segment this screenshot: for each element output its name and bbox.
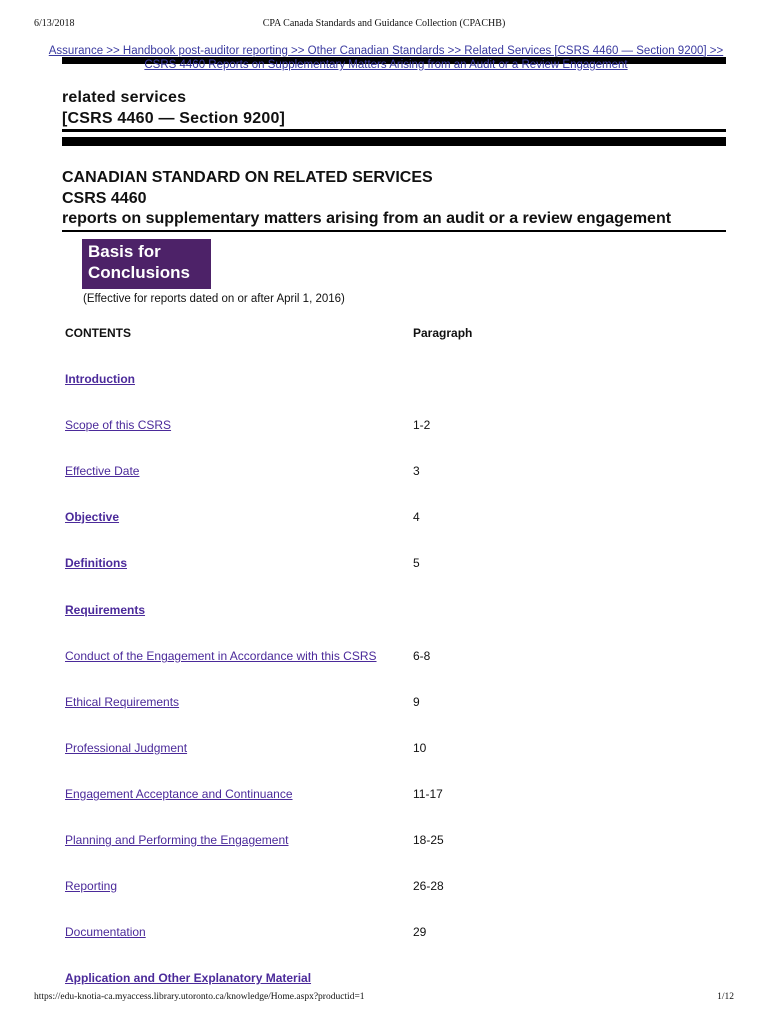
print-footer	[34, 992, 734, 1006]
standard-code: CSRS 4460	[62, 189, 147, 207]
toc-paragraph-number: 3	[413, 464, 420, 478]
toc-paragraph-number: 4	[413, 510, 420, 524]
toc-link[interactable]: Ethical Requirements	[65, 695, 180, 709]
toc-row	[65, 741, 665, 757]
print-page-number: 1/12	[717, 992, 734, 1002]
toc-link[interactable]: Reporting	[65, 879, 118, 893]
toc-link[interactable]: Definitions	[65, 556, 127, 570]
toc-paragraph-number: 6-8	[413, 649, 431, 663]
toc-paragraph-number: 5	[413, 556, 420, 570]
basis-button-line-2: Conclusions	[88, 263, 191, 282]
basis-button-line-1: Basis for	[88, 242, 161, 261]
toc-row	[65, 649, 665, 665]
basis-for-conclusions-button[interactable]	[82, 239, 211, 289]
toc-link[interactable]: Objective	[65, 510, 120, 524]
toc-paragraph-number: 18-25	[413, 833, 444, 847]
breadcrumb-line-1[interactable]: Assurance >> Handbook post-auditor reporting >> Other Canadian Standards >> Related Services [CSRS 4460 — Section 9200] >>	[48, 45, 724, 57]
section-title-line-1: related services	[62, 89, 187, 106]
breadcrumb-line-2[interactable]: CSRS 4460 Reports on Supplementary Matters Arising from an Audit or a Review Engagement	[144, 59, 628, 71]
toc-row	[65, 556, 665, 572]
section-title	[62, 87, 285, 129]
toc-paragraph-number: 1-2	[413, 418, 431, 432]
toc-row	[65, 879, 665, 895]
toc-row	[65, 833, 665, 849]
toc-link[interactable]: Conduct of the Engagement in Accordance with this CSRS	[65, 649, 377, 663]
toc-row	[65, 510, 665, 526]
contents-header: CONTENTS	[65, 326, 131, 340]
breadcrumb[interactable]	[36, 44, 736, 72]
toc-link[interactable]: Application and Other Explanatory Material	[65, 971, 312, 985]
section-title-line-2: [CSRS 4460 — Section 9200]	[62, 110, 286, 127]
print-header	[34, 18, 734, 32]
toc-row	[65, 925, 665, 941]
toc-row	[65, 787, 665, 803]
paragraph-header: Paragraph	[413, 326, 473, 340]
toc-row	[65, 418, 665, 434]
toc-paragraph-number: 26-28	[413, 879, 444, 893]
standard-subtitle: reports on supplementary matters arising from an audit or a review engagement	[62, 210, 672, 227]
toc-row	[65, 695, 665, 711]
print-title: CPA Canada Standards and Guidance Collection (CPACHB)	[262, 18, 506, 29]
toc-row	[65, 372, 665, 388]
toc-paragraph-number: 29	[413, 925, 427, 939]
toc-link[interactable]: Documentation	[65, 925, 146, 939]
toc-link[interactable]: Effective Date	[65, 464, 140, 478]
heading-divider	[62, 230, 726, 232]
toc-paragraph-number: 9	[413, 695, 420, 709]
effective-date-note: (Effective for reports dated on or after April 1, 2016)	[83, 293, 345, 305]
toc-paragraph-number: 11-17	[413, 787, 443, 801]
toc-link[interactable]: Engagement Acceptance and Continuance	[65, 787, 293, 801]
print-url: https://edu-knotia-ca.myaccess.library.utoronto.ca/knowledge/Home.aspx?productid=1	[34, 992, 365, 1002]
toc-row	[65, 971, 665, 987]
section-divider-thick	[62, 137, 726, 146]
section-divider-thin	[62, 129, 726, 132]
standard-heading-block	[62, 168, 671, 230]
toc-row	[65, 603, 665, 619]
toc-link[interactable]: Scope of this CSRS	[65, 418, 172, 432]
toc-link[interactable]: Professional Judgment	[65, 741, 188, 755]
toc-paragraph-number: 10	[413, 741, 427, 755]
toc-link[interactable]: Introduction	[65, 372, 135, 386]
toc-row	[65, 464, 665, 480]
toc-link[interactable]: Planning and Performing the Engagement	[65, 833, 289, 847]
toc-link[interactable]: Requirements	[65, 603, 146, 617]
print-date: 6/13/2018	[34, 18, 75, 29]
standard-heading: CANADIAN STANDARD ON RELATED SERVICES	[62, 169, 433, 186]
